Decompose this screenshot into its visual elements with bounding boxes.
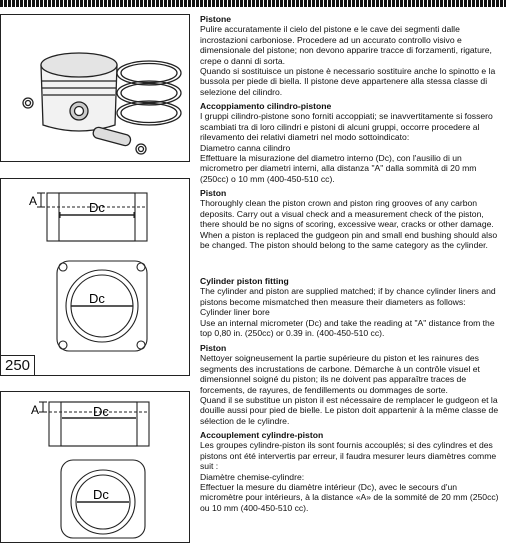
section-accouplement bbox=[200, 430, 500, 513]
section-title: Cylinder piston fitting bbox=[200, 276, 289, 286]
section-body: The cylinder and piston are supplied matched; if by chance cylinder liners and pistons become mismatched then measure their diameters as follows: Cylinder liner bore Use an internal micrometer (Dc) and take the reading at "A" distance from the top 0,80 in. (250cc) or 0.39 in. (400-450-510 cc). bbox=[200, 286, 496, 339]
dimension-dc-label: Dc bbox=[89, 291, 105, 306]
section-title: Pistone bbox=[200, 14, 232, 24]
section-piston-en bbox=[200, 188, 500, 250]
dimension-a-label: A bbox=[31, 403, 40, 417]
dimension-dc-label: Dc bbox=[93, 404, 109, 419]
cylinder-400-drawing bbox=[1, 392, 189, 542]
section-title: Piston bbox=[200, 343, 227, 353]
section-pistone bbox=[200, 14, 500, 97]
dimension-dc-label: Dc bbox=[93, 487, 109, 502]
section-body: Nettoyer soigneusement la partie supérieure du piston et les rainures des segments des incrustations de carbone. Démarche à un contrôle visuel et dimensionnel soigné du piston; ils ne doivent pas apparaître traces de forcements, de rayures, de fendillements ou dommages de sorte. Quand il se substitue un piston il est nécessaire de remplacer le gudgeon et la douille aussi pour pied de bielle. Le piston doit appartenir à la même classe de sélection de le cylindre. bbox=[200, 353, 499, 426]
figure-label: 250 bbox=[1, 355, 35, 375]
dimension-dc-label: Dc bbox=[89, 200, 105, 215]
cylinder-250-drawing bbox=[1, 179, 189, 375]
section-body: I gruppi cilindro-pistone sono forniti accoppiati; se inavvertitamente si fossero scambiati tra di loro cilindri e pistoni di alcuni gruppi, occorre procedere al rilevamento dei relativi diametri nel modo sottoindicato: Diametro canna cilindro Effettuare la misurazione del diametro interno (Dc), con l'ausilio di un micrometro per diametri interni, alla distanza "A" dalla sommità di 20 mm (250cc) o 10 mm (400-450-510 cc). bbox=[200, 111, 493, 184]
piston-drawing bbox=[1, 15, 189, 161]
dimension-a-label: A bbox=[29, 194, 38, 208]
section-body: Pulire accuratamente il cielo del pistone e le cave dei segmenti dalle incrostazioni carboniose. Procedere ad un accurato controllo visivo e dimensionale del pistone; non devono apparire tracce di forzamenti, rigature, crepe o danni di sorta. Quando si sostituisce un pistone è necessario sostituire anche lo spinotto e la bussola per piede di biella. Il pistone deve appartenere alla stessa classe di selezione del cilindro. bbox=[200, 24, 496, 97]
section-title: Accouplement cylindre-piston bbox=[200, 430, 324, 440]
piston-figure bbox=[0, 14, 190, 162]
section-body: Thoroughly clean the piston crown and piston ring grooves of any carbon deposits. Carry out a visual check and a measurement check of the piston, there should be no signs of scoring, excessive wear, cracks or other damage. When a piston is replaced the gudgeon pin and small end bushing should also be changed. The piston should belong to the same category as the cylinder. bbox=[200, 198, 498, 251]
header-rule bbox=[0, 0, 506, 7]
cylinder-250-figure bbox=[0, 178, 190, 376]
section-cylinder-piston-fitting bbox=[200, 276, 500, 338]
section-title: Accoppiamento cilindro-pistone bbox=[200, 101, 332, 111]
section-body: Les groupes cylindre-piston ils sont fournis accouplés; si des cylindres et des pistons ont été intervertis par erreur, il faudra mesurer leurs diamètres comme suit : Diamètre chemise-cylindre: Effectuer la mesure du diamètre intérieur (Dc), avec le secours d'un micromètre pour intérieurs, à la distance «A» de la sommité de 20 mm (250cc) ou 10 mm (400-450-510 cc). bbox=[200, 440, 499, 513]
section-accoppiamento bbox=[200, 101, 500, 184]
section-title: Piston bbox=[200, 188, 227, 198]
cylinder-400-figure bbox=[0, 391, 190, 543]
section-piston-fr bbox=[200, 343, 500, 426]
